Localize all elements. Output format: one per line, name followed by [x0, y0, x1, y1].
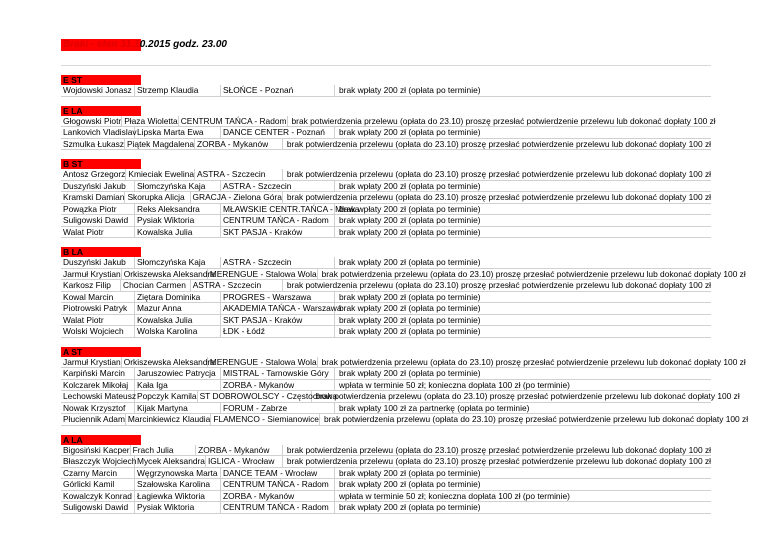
- payment-status: brak wpłaty 200 zł (opłata po terminie): [339, 303, 481, 313]
- table-row: [61, 445, 711, 457]
- club-name: DANCE TEAM - Wrocław: [221, 468, 335, 479]
- table-row: [61, 257, 711, 269]
- club-name: SKT PASJA - Kraków: [221, 315, 335, 326]
- sheet-title: [61, 39, 711, 51]
- payment-status: brak potwierdzenia przelewu (opłata do 23.10) proszę przesłać potwierdzenie przelewu lub dokonać dopłaty 100 zł: [286, 192, 711, 202]
- partner-name: Bigosiński Kacper: [63, 444, 130, 455]
- title-highlighted-text: Braki - stan 31.1: [63, 39, 140, 50]
- partner-name-female: Orkiszewska Aleksandra: [123, 356, 215, 367]
- payment-status: brak wpłaty 200 zł (opłata po terminie): [339, 226, 481, 237]
- partner-name: Nowak Krzysztof: [61, 403, 135, 414]
- payment-status: brak potwierdzenia przelewu (opłata do 23.10) proszę przesłać potwierdzenie przelewu lub dokonać dopłaty 100 zł: [323, 414, 749, 424]
- table-row: [61, 403, 711, 415]
- partner-name: Wojdowski Jonasz: [61, 85, 135, 96]
- partner-name: Szmulka Łukasz: [63, 138, 124, 149]
- partner-name: Płuciennik Adam: [63, 414, 125, 424]
- table-row: [61, 280, 711, 292]
- club-name: ZORBA - Mykanów: [221, 380, 335, 391]
- partner-name-female: Reks Aleksandra: [135, 204, 221, 215]
- table-row: [61, 139, 711, 151]
- club-name: CENTRUM TAŃCA - Radom: [221, 479, 335, 490]
- partner-name: Lankovich Vladislav: [63, 127, 137, 137]
- table-row: [61, 502, 711, 514]
- partner-name-female: Ziętara Dominika: [135, 292, 221, 303]
- partner-name: Karpiński Marcin: [61, 368, 135, 379]
- partner-name-female: Kowalska Julia: [135, 227, 221, 238]
- payment-status: brak wpłaty 200 zł (opłata po terminie): [339, 326, 481, 336]
- partner-name: Karkosz Filip: [61, 280, 121, 291]
- payment-status: brak wpłaty 200 zł (opłata po terminie): [339, 479, 481, 489]
- table-row: [61, 292, 711, 304]
- club-name: MERENGUE - Stalowa Wola: [209, 356, 317, 367]
- partner-name-female: Chocian Carmen: [121, 280, 191, 291]
- partner-name-female: Węgrzynowska Marta: [135, 468, 221, 479]
- partner-name-female: Frach Julia: [131, 445, 197, 456]
- club-name: PROGRES - Warszawa: [221, 292, 335, 303]
- partner-name-female: Mycek Aleksandra: [137, 456, 205, 466]
- category-label: A ST: [61, 347, 141, 357]
- club-name: ZORBA - Mykanów: [196, 445, 283, 456]
- table-row: [61, 85, 711, 97]
- partner-name-female: Kijak Martyna: [135, 403, 221, 414]
- category-section: [61, 105, 716, 151]
- club-name: ZORBA - Mykanów: [221, 491, 335, 502]
- payment-status: brak wpłaty 200 zł (opłata po terminie): [339, 215, 481, 225]
- table-row: [61, 468, 711, 480]
- partner-name-female: Skorupka Alicja: [125, 192, 190, 203]
- partner-name: Jarmuł Krystian: [63, 268, 121, 279]
- table-row: [61, 315, 711, 327]
- table-row: [61, 181, 711, 193]
- partner-name-female: Popczyk Kamila: [137, 391, 197, 401]
- category-section: [61, 75, 711, 97]
- partner-name-female: Strzemp Klaudia: [135, 85, 221, 96]
- partner-name: Suligowski Dawid: [61, 502, 135, 513]
- partner-name-female: Marcinkiewicz Klaudia: [127, 414, 211, 424]
- club-name: DANCE CENTER - Poznań: [221, 127, 335, 138]
- payment-status: brak potwierdzenia przelewu (opłata do 23.10) proszę przesłać potwierdzenie przelewu lub dokonać dopłaty 100 zł: [286, 456, 711, 466]
- club-name: ST DOBROWOLSCY - Częstochowa: [199, 391, 338, 401]
- table-row: [61, 326, 711, 338]
- partner-name: Kolczarek Mikołaj: [61, 380, 135, 391]
- table-row: [61, 456, 711, 468]
- club-name: CENTRUM TAŃCA - Radom: [180, 115, 287, 126]
- payment-status: brak potwierdzenia przelewu (opłata do 23.10) proszę przesłać potwierdzenie przelewu lub dokonać dopłaty 100 zł: [286, 444, 711, 455]
- partner-name-female: Lipska Marta Ewa: [135, 127, 221, 138]
- table-row: [61, 380, 711, 392]
- partner-name-female: Słomczyńska Kaja: [135, 181, 221, 192]
- partner-name-female: Słomczyńska Kaja: [135, 257, 221, 268]
- payment-status: brak wpłaty 200 zł (opłata po terminie): [339, 127, 481, 137]
- blank-row: [61, 56, 711, 66]
- club-name: AKADEMIA TAŃCA - Warszawa: [223, 303, 342, 313]
- table-row: [61, 391, 740, 403]
- payment-status: brak potwierdzenia przelewu (opłata do 23.10) proszę przesłać potwierdzenie przelewu lub dokonać dopłaty 100 zł: [321, 268, 746, 279]
- payment-status: brak wpłaty 200 zł (opłata po terminie): [339, 291, 481, 302]
- club-name: SŁOŃCE - Poznań: [221, 85, 335, 96]
- table-row: [61, 356, 746, 369]
- payment-status: wpłata w terminie 50 zł; konieczna dopłata 100 zł (po terminie): [339, 379, 570, 390]
- partner-name-female: Pysiak Wiktoria: [135, 215, 221, 226]
- club-name: MISTRAL - Tarnowskie Góry: [221, 368, 335, 379]
- table-row: [61, 169, 711, 181]
- payment-status: brak wpłaty 200 zł (opłata po terminie): [339, 314, 481, 325]
- category-label: E LA: [61, 106, 141, 116]
- club-name: ZORBA - Mykanów: [195, 139, 283, 150]
- club-name: FLAMENCO - Siemianowice: [213, 414, 319, 424]
- sections-container: [61, 75, 749, 514]
- category-section: [61, 247, 746, 338]
- category-section: [61, 435, 711, 514]
- table-row: [61, 192, 711, 204]
- partner-name: Walat Piotr: [61, 227, 135, 238]
- club-name: MERENGUE - Stalowa Wola: [209, 268, 317, 279]
- partner-name-female: Kała Iga: [135, 380, 221, 391]
- partner-name: Górlicki Kamil: [61, 479, 135, 490]
- club-name: MŁAWSKIE CENTR.TAŃCA - Mława: [223, 203, 360, 214]
- category-label: A LA: [61, 435, 141, 445]
- partner-name: Czarny Marcin: [61, 468, 135, 479]
- payment-status: brak potwierdzenia przelewu (opłata do 23.10) proszę przesłać potwierdzenie przelewu lub dokonać dopłaty 100 zł: [291, 115, 716, 126]
- partner-name: Suligowski Dawid: [61, 215, 135, 226]
- partner-name-female: Łagiewka Wiktoria: [135, 491, 221, 502]
- partner-name: Walat Piotr: [61, 315, 135, 326]
- category-section: [61, 159, 711, 238]
- payment-status: brak wpłaty 200 zł (opłata po terminie): [339, 257, 481, 267]
- table-row: [61, 268, 746, 281]
- partner-name: Antosz Grzegorz: [63, 169, 126, 179]
- partner-name: Jarmuł Krystian: [63, 356, 121, 367]
- partner-name: Lechowski Mateusz: [63, 391, 137, 401]
- category-label: B LA: [61, 247, 141, 257]
- payment-status: brak potwierdzenia przelewu (opłata do 23.10) proszę przesłać potwierdzenie przelewu lub dokonać dopłaty 100 zł: [286, 280, 711, 290]
- partner-name-female: Wolska Karolina: [135, 326, 221, 337]
- payment-status: brak wpłaty 200 zł (opłata po terminie): [339, 502, 481, 512]
- partner-name: Wolski Wojciech: [61, 326, 135, 337]
- title-rest-text: 0.2015 godz. 23.00: [139, 39, 227, 50]
- table-row: [61, 368, 711, 380]
- club-name: GRACJA - Zielona Góra: [192, 192, 282, 202]
- partner-name: Kowal Marcin: [61, 292, 135, 303]
- spreadsheet: [61, 39, 749, 514]
- table-row: [61, 491, 711, 503]
- payment-status: wpłata w terminie 50 zł; konieczna dopłata 100 zł (po terminie): [339, 490, 570, 501]
- partner-name-female: Jaruszowiec Patrycja: [135, 368, 221, 379]
- payment-status: brak wpłaty 200 zł (opłata po terminie): [339, 203, 481, 214]
- payment-status: brak wpłaty 200 zł (opłata po terminie): [339, 368, 481, 378]
- payment-status: brak potwierdzenia przelewu (opłata do 23.10) proszę przesłać potwierdzenie przelewu lub dokonać dopłaty 100 zł: [286, 138, 711, 149]
- club-name: ASTRA - Szczecin: [195, 169, 283, 180]
- payment-status: brak potwierdzenia przelewu (opłata do 23.10) proszę przesłać potwierdzenie przelewu lub dokonać dopłaty 100 zł: [321, 356, 746, 367]
- payment-status: brak wpłaty 100 zł za partnerkę (opłata po terminie): [339, 402, 530, 413]
- club-name: ŁDK - Łódź: [221, 326, 335, 337]
- partner-name-female: Pysiak Wiktoria: [135, 502, 221, 513]
- table-row: [61, 227, 711, 239]
- club-name: CENTRUM TAŃCA - Radom: [221, 215, 335, 226]
- table-row: [61, 303, 711, 315]
- partner-name-female: Kowalska Julia: [135, 315, 221, 326]
- partner-name: Błaszczyk Wojciech: [63, 456, 137, 466]
- club-name: FORUM - Zabrze: [221, 403, 335, 414]
- table-row: [61, 414, 749, 426]
- category-label: E ST: [61, 75, 141, 85]
- table-row: [61, 115, 716, 128]
- category-section: [61, 346, 749, 426]
- partner-name-female: Mazur Anna: [135, 303, 221, 314]
- partner-name: Kramski Damian: [63, 192, 125, 202]
- partner-name-female: Szałowska Karolina: [135, 479, 221, 490]
- club-name: IGLICA - Wrocław: [206, 456, 283, 467]
- partner-name-female: Piątek Magdalena: [126, 138, 195, 149]
- club-name: ASTRA - Szczecin: [221, 181, 335, 192]
- partner-name: Duszyński Jakub: [61, 181, 135, 192]
- payment-status: brak wpłaty 200 zł (opłata po terminie): [339, 180, 481, 191]
- partner-name: Powązka Piotr: [61, 204, 135, 215]
- partner-name-female: Płaza Wioletta: [124, 115, 178, 126]
- table-row: [61, 215, 711, 227]
- partner-name: Duszyński Jakub: [61, 257, 135, 268]
- club-name: SKT PASJA - Kraków: [221, 227, 335, 238]
- partner-name: Kowalczyk Konrad: [61, 491, 135, 502]
- category-label: B ST: [61, 159, 141, 169]
- table-row: [61, 204, 711, 216]
- payment-status: brak potwierdzenia przelewu (opłata do 23.10) proszę przesłać potwierdzenie przelewu lub dokonać dopłaty 100 zł: [286, 169, 711, 179]
- partner-name: Piotrowski Patryk: [61, 303, 135, 314]
- partner-name: Głogowski Piotr: [63, 115, 122, 126]
- partner-name-female: Orkiszewska Aleksandra: [123, 268, 215, 279]
- partner-name-female: Kmieciak Ewelina: [128, 169, 195, 179]
- payment-status: brak wpłaty 200 zł (opłata po terminie): [339, 467, 481, 478]
- table-row: [61, 479, 711, 491]
- club-name: CENTRUM TAŃCA - Radom: [221, 502, 335, 513]
- table-row: [61, 127, 711, 139]
- payment-status: brak wpłaty 200 zł (opłata po terminie): [339, 85, 481, 95]
- payment-status: brak potwierdzenia przelewu (opłata do 23.10) proszę przesłać potwierdzenie przelewu lub dokonać dopłaty 100 zł: [315, 391, 740, 401]
- club-name: ASTRA - Szczecin: [191, 280, 283, 291]
- club-name: ASTRA - Szczecin: [221, 257, 335, 268]
